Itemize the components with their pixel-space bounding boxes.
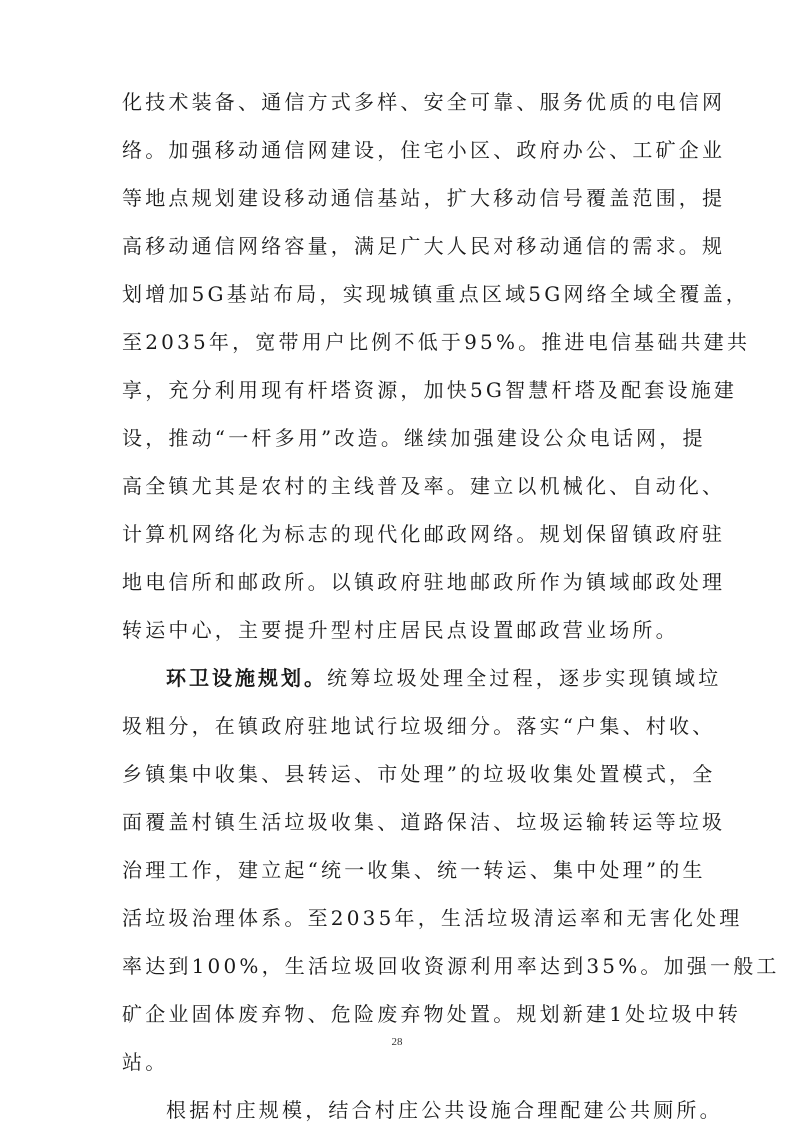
text-line: 活垃圾治理体系。至2035年，生活垃圾清运率和无害化处理 — [122, 906, 743, 930]
text-line: 络。加强移动通信网建设，住宅小区、政府办公、工矿企业 — [122, 138, 726, 162]
page-number: 28 — [391, 1036, 403, 1048]
section-heading: 环卫设施规划。 — [166, 666, 327, 690]
text-line: 享，充分利用现有杆塔资源，加快5G智慧杆塔及配套设施建 — [122, 378, 738, 402]
text-line: 转运中心，主要提升型村庄居民点设置邮政营业场所。 — [122, 618, 679, 642]
text-line: 计算机网络化为标志的现代化邮政网络。规划保留镇政府驻 — [122, 522, 726, 546]
text-line: 圾粗分，在镇政府驻地试行垃圾细分。落实“户集、村收、 — [122, 714, 716, 738]
text-line: 化技术装备、通信方式多样、安全可靠、服务优质的电信网 — [122, 90, 726, 114]
text-line: 根据村庄规模，结合村庄公共设施合理配建公共厕所。 — [166, 1098, 723, 1122]
text-line: 率达到100%，生活垃圾回收资源利用率达到35%。加强一般工 — [122, 954, 780, 978]
paragraph-telecom — [122, 78, 751, 654]
text-line: 至2035年，宽带用户比例不低于95%。推进电信基础共建共 — [122, 330, 751, 354]
text-line: 治理工作，建立起“统一收集、统一转运、集中处理”的生 — [122, 858, 706, 882]
text-line: 矿企业固体废弃物、危险废弃物处置。规划新建1处垃圾中转 — [122, 1002, 742, 1026]
text-line: 面覆盖村镇生活垃圾收集、道路保洁、垃圾运输转运等垃圾 — [122, 810, 726, 834]
text-run: 统筹垃圾处理全过程，逐步实现镇域垃 — [327, 666, 722, 690]
text-line: 划增加5G基站布局，实现城镇重点区域5G网络全域全覆盖， — [122, 282, 750, 306]
text-line: 站。 — [122, 1050, 169, 1074]
text-line: 地电信所和邮政所。以镇政府驻地邮政所作为镇域邮政处理 — [122, 570, 726, 594]
text-line: 乡镇集中收集、县转运、市处理”的垃圾收集处置模式，全 — [122, 762, 716, 786]
paragraph-sanitation — [122, 654, 780, 1086]
text-line — [122, 654, 722, 702]
body-text — [122, 78, 780, 1134]
paragraph-toilets — [122, 1086, 723, 1134]
text-line: 高移动通信网络容量，满足广大人民对移动通信的需求。规 — [122, 234, 726, 258]
text-line: 设，推动“一杆多用”改造。继续加强建设公众电话网，提 — [122, 426, 706, 450]
text-line: 等地点规划建设移动通信基站，扩大移动信号覆盖范围，提 — [122, 186, 726, 210]
text-line: 高全镇尤其是农村的主线普及率。建立以机械化、自动化、 — [122, 474, 726, 498]
